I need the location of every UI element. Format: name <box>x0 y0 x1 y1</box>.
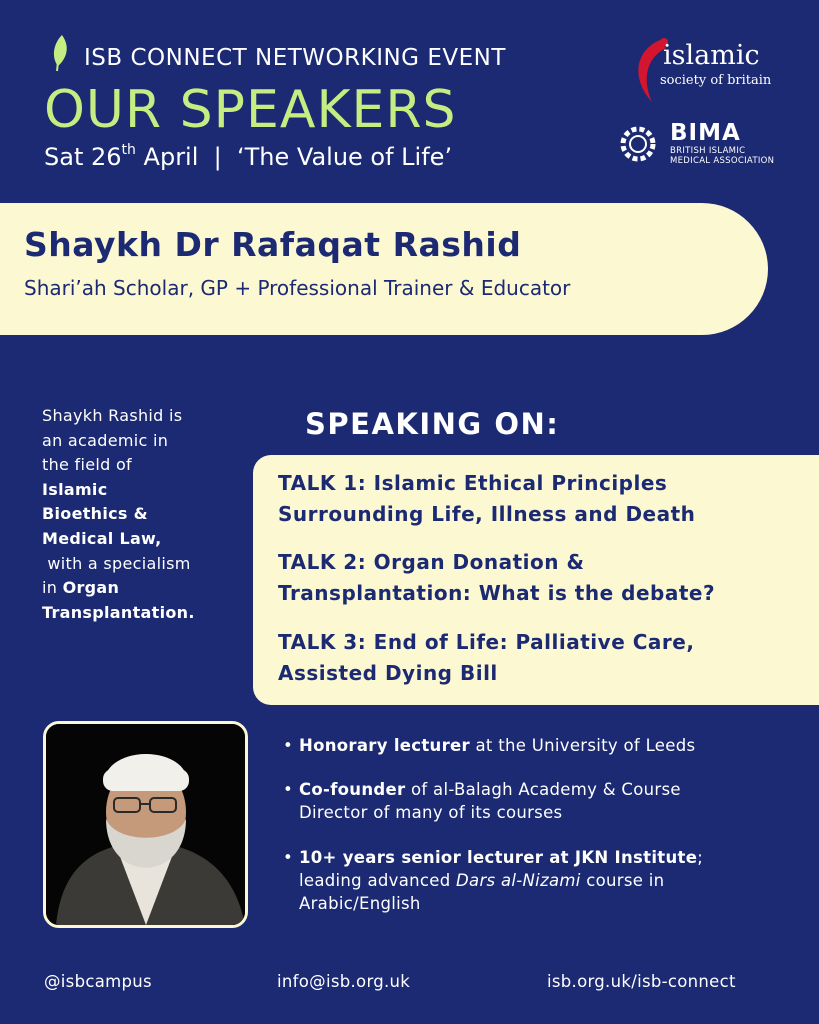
islamic-society-logo-sub: society of britain <box>660 73 772 88</box>
speaker-portrait-illustration <box>46 724 245 925</box>
footer-website-link[interactable]: isb.org.uk/isb-connect <box>547 972 736 991</box>
islamic-society-logo-word: islamic <box>663 40 760 71</box>
list-item: • 10+ years senior lecturer at JKN Institute; leading advanced Dars al-Nizami course in Arabic/English <box>283 848 704 913</box>
list-item: • Co-founder of al-Balagh Academy & Course Director of many of its courses <box>283 780 681 822</box>
speaker-photo <box>43 721 248 928</box>
talk-1: TALK 1: Islamic Ethical Principles Surrounding Life, Illness and Death <box>278 471 696 526</box>
bima-logo-sub: BRITISH ISLAMIC MEDICAL ASSOCIATION <box>670 146 775 166</box>
bima-logo-word: BIMA <box>670 120 741 146</box>
speaker-name: Shaykh Dr Rafaqat Rashid <box>24 225 522 264</box>
speaking-on-heading: SPEAKING ON: <box>305 407 560 441</box>
event-title: ISB CONNECT NETWORKING EVENT <box>84 45 506 71</box>
bima-logo-icon <box>614 120 662 168</box>
footer-social-handle[interactable]: @isbcampus <box>44 972 152 991</box>
talk-2: TALK 2: Organ Donation & Transplantation: What is the debate? <box>278 550 716 605</box>
talk-3: TALK 3: End of Life: Palliative Care, Assisted Dying Bill <box>278 630 695 685</box>
page-title: OUR SPEAKERS <box>44 80 457 140</box>
leaf-icon <box>50 33 74 73</box>
footer-email-link[interactable]: info@isb.org.uk <box>277 972 411 991</box>
speaker-name-panel <box>0 203 768 335</box>
event-date-theme: Sat 26th April | ‘The Value of Life’ <box>44 142 453 171</box>
speaker-bio: Shaykh Rashid is an academic in the field of Islamic Bioethics & Medical Law, with a specialism in Organ Transplantation. <box>42 406 195 622</box>
speaker-role: Shari’ah Scholar, GP + Professional Trainer & Educator <box>24 276 571 300</box>
list-item: • Honorary lecturer at the University of Leeds <box>283 736 696 755</box>
